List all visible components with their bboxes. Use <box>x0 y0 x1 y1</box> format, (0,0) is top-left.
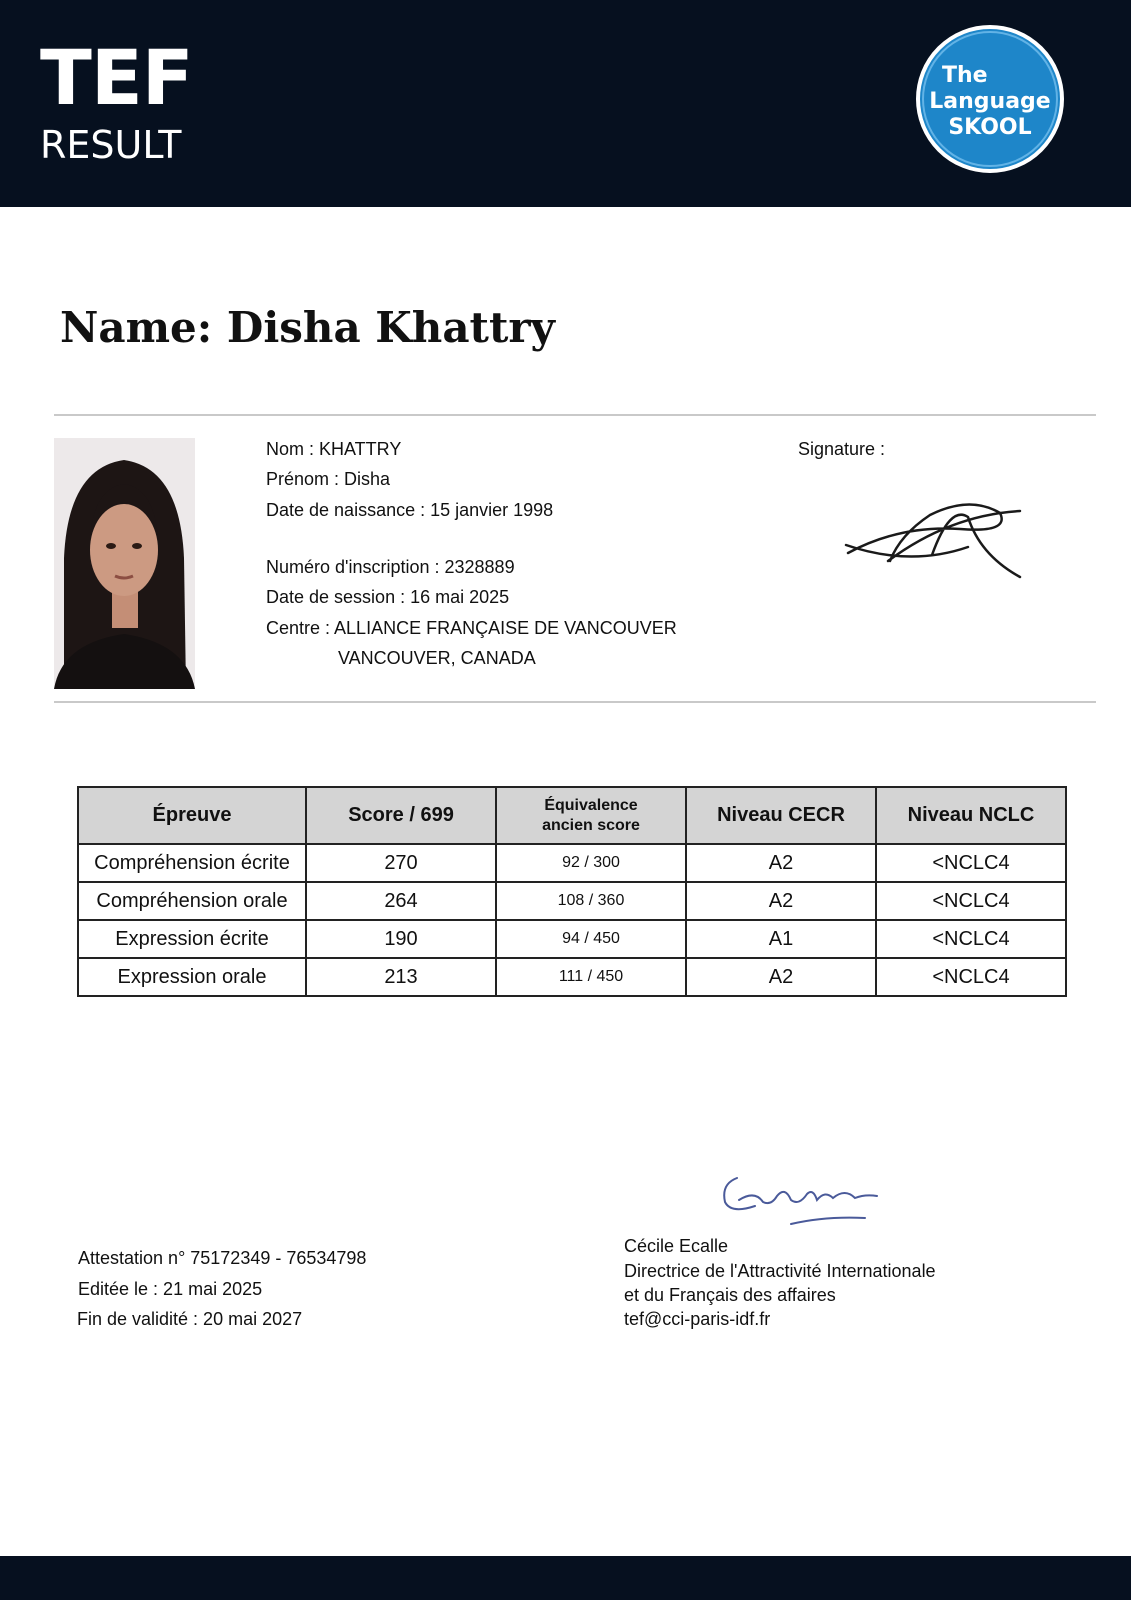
header-title: TEF <box>40 33 193 122</box>
divider-bottom <box>54 701 1096 703</box>
signer-name: Cécile Ecalle <box>624 1236 729 1256</box>
row-score: 270 <box>306 844 496 882</box>
validity-date: Fin de validité : 20 mai 2027 <box>77 1309 303 1329</box>
table-row <box>78 882 1066 920</box>
issue-date: Editée le : 21 mai 2025 <box>78 1279 263 1299</box>
language-skool-logo <box>916 25 1064 173</box>
session-date-field: Date de session : 16 mai 2025 <box>266 587 510 607</box>
row-equivalence: 92 / 300 <box>496 844 686 882</box>
logo-line-2: Language <box>929 89 1051 114</box>
table-row <box>78 958 1066 996</box>
attestation-number: Attestation n° 75172349 - 76534798 <box>78 1248 367 1268</box>
birth-date-field: Date de naissance : 15 janvier 1998 <box>266 500 554 520</box>
col-nclc: Niveau NCLC <box>876 787 1066 844</box>
logo-line-1: The <box>942 63 988 88</box>
signer-title-line-2: et du Français des affaires <box>624 1285 836 1305</box>
row-epreuve: Compréhension orale <box>78 882 306 920</box>
header-subtitle: RESULT <box>40 123 182 167</box>
row-epreuve: Compréhension écrite <box>78 844 306 882</box>
row-equivalence: 111 / 450 <box>496 958 686 996</box>
col-score: Score / 699 <box>306 787 496 844</box>
signer-title-line-1: Directrice de l'Attractivité Internationale <box>624 1261 936 1281</box>
logo-line-3: SKOOL <box>948 115 1032 140</box>
table-row <box>78 844 1066 882</box>
col-cecr: Niveau CECR <box>686 787 876 844</box>
header-banner <box>0 0 1131 207</box>
row-score: 264 <box>306 882 496 920</box>
row-score: 190 <box>306 920 496 958</box>
row-score: 213 <box>306 958 496 996</box>
row-epreuve: Expression écrite <box>78 920 306 958</box>
registration-number-field: Numéro d'inscription : 2328889 <box>266 557 515 577</box>
row-cecr: A1 <box>686 920 876 958</box>
row-nclc: <NCLC4 <box>876 844 1066 882</box>
centre-field: Centre : ALLIANCE FRANÇAISE DE VANCOUVER <box>266 618 677 638</box>
candidate-signature <box>840 495 1040 585</box>
col-equivalence: Équivalence ancien score <box>496 787 686 844</box>
nom-field: Nom : KHATTRY <box>266 439 402 459</box>
row-cecr: A2 <box>686 844 876 882</box>
candidate-photo <box>54 438 195 689</box>
row-equivalence: 108 / 360 <box>496 882 686 920</box>
footer-bar <box>0 1556 1131 1600</box>
divider-top <box>54 414 1096 416</box>
row-epreuve: Expression orale <box>78 958 306 996</box>
row-nclc: <NCLC4 <box>876 882 1066 920</box>
prenom-field: Prénom : Disha <box>266 469 391 489</box>
row-cecr: A2 <box>686 882 876 920</box>
row-nclc: <NCLC4 <box>876 958 1066 996</box>
row-nclc: <NCLC4 <box>876 920 1066 958</box>
centre-location-field: VANCOUVER, CANADA <box>338 648 536 668</box>
director-signature <box>715 1172 895 1232</box>
candidate-name-title: Name: Disha Khattry <box>60 303 555 352</box>
signature-label: Signature : <box>798 439 886 459</box>
results-table <box>77 786 1067 997</box>
col-epreuve: Épreuve <box>78 787 306 844</box>
row-cecr: A2 <box>686 958 876 996</box>
signer-email: tef@cci-paris-idf.fr <box>624 1309 771 1329</box>
table-header-row <box>78 787 1066 844</box>
row-equivalence: 94 / 450 <box>496 920 686 958</box>
table-row <box>78 920 1066 958</box>
